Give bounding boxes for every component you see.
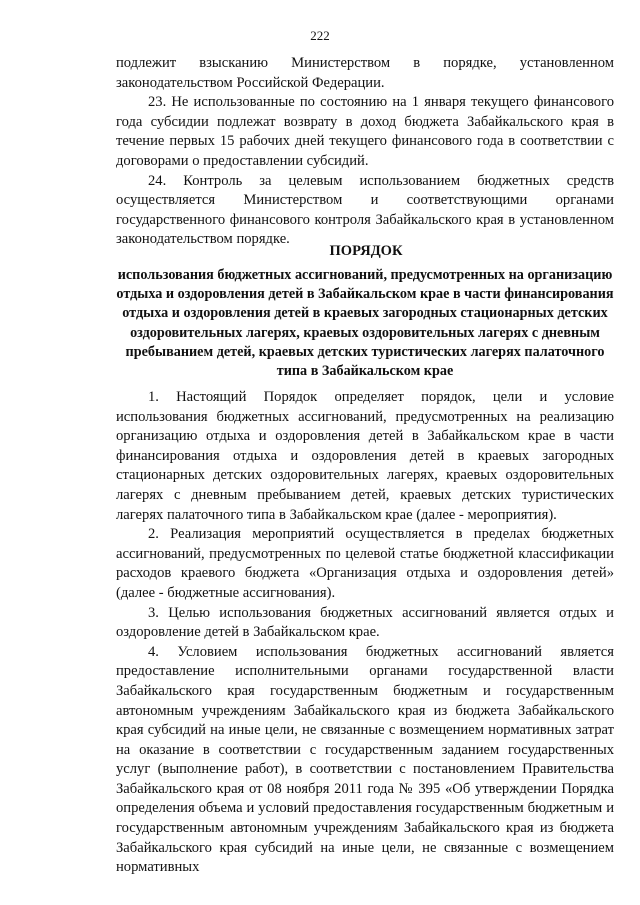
section-title: ПОРЯДОК [329, 243, 403, 259]
paragraph: 1. Настоящий Порядок определяет порядок, цели и условие использования бюджетных ассигнований, предусмотренных на реализацию организацию отдыха и оздоровления детей в Забайкальском крае в части финансирования отдыха и оздоровления детей в краевых загородных стационарных детских оздоровительных лагерях, краевых оздоровительных лагерях с дневным пребыванием детей, краевых детских туристических лагерях палаточного типа в Забайкальском крае (далее - мероприятия). [116, 389, 614, 523]
paragraph: 23. Не использованные по состоянию на 1 января текущего финансового года субсидии подлежат возврату в доход бюджета Забайкальского края в течение первых 15 рабочих дней текущего финансового года в соответствии с договорами о предоставлении субсидий. [116, 94, 614, 169]
paragraph: подлежит взысканию Министерством в порядке, установленном законодательством Российской Федерации. [116, 55, 614, 91]
paragraph: 24. Контроль за целевым использованием бюджетных средств осуществляется Министерством и соответствующими органами государственного финансового контроля Забайкальского края в установленном законодательством порядке. [116, 172, 614, 248]
page-number: 222 [310, 28, 330, 43]
paragraph: 2. Реализация мероприятий осуществляется в пределах бюджетных ассигнований, предусмотренных по целевой статье бюджетной классификации расходов краевого бюджета «Организация отдыха и оздоровления детей» (далее - бюджетные ассигнования). [116, 526, 614, 601]
paragraph: 3. Целью использования бюджетных ассигнований является отдых и оздоровление детей в Забайкальском крае. [116, 604, 614, 641]
main-section [116, 388, 614, 878]
paragraph: 4. Условием использования бюджетных ассигнований является предоставление исполнительными органами государственной власти Забайкальского края государственным бюджетным и государственным автономным учреждениям Забайкальского края из бюджета Забайкальского края субсидий на иные цели, не связанные с возмещением нормативных затрат на оказание в соответствии с государственным заданием государственных услуг (выполнение работ), в соответствии с постановлением Правительства Забайкальского края от 08 ноября 2011 года № 395 «Об утверждении Порядка определения объема и условий предоставления государственным бюджетным и государственным автономным учреждениям Забайкальского края из бюджета Забайкальского края субсидий на иные цели, не связанные с возмещением нормативных [116, 643, 614, 876]
top-section [116, 54, 614, 250]
section-subtitle: использования бюджетных ассигнований, предусмотренных на организацию отдыха и оздоровления детей в Забайкальском крае в части финансирования отдыха и оздоровления детей в краевых загородных стационарных детских оздоровительных лагерях, краевых оздоровительных лагерях с дневным пребыванием детей, краевых детских туристических лагерях палаточного типа в Забайкальском крае [116, 267, 614, 380]
